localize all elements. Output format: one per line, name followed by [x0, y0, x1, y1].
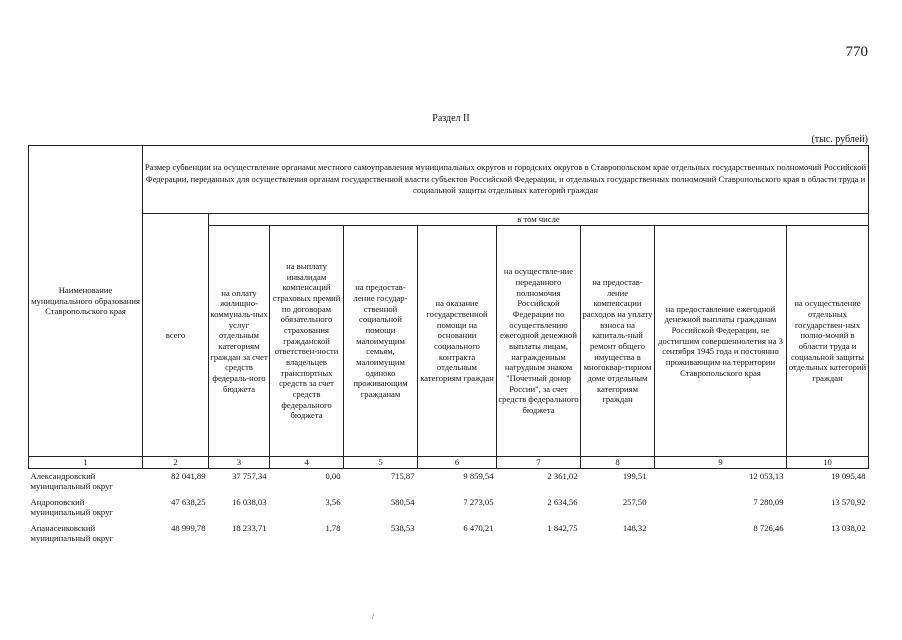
cell-value: 257,50 [622, 496, 647, 507]
municipality-name: Андроповский муниципальный округ [30, 496, 113, 518]
col-number: 4 [270, 457, 344, 469]
cell-value: 18 233,71 [232, 522, 267, 533]
cell-value: 6 470,21 [463, 522, 494, 533]
cell-value: 19 095,48 [831, 470, 866, 481]
cell-value: 3,56 [325, 496, 341, 507]
col-number: 7 [497, 457, 581, 469]
page-number: 770 [845, 44, 868, 60]
col-number: 1 [29, 457, 143, 469]
cell-value: 9 859,54 [463, 470, 494, 481]
cell-value: 2 361,02 [547, 470, 578, 481]
cell-value: 148,32 [622, 522, 647, 533]
units-label: (тыс. рублей) [811, 134, 868, 145]
cell-value: 48 999,78 [171, 522, 206, 533]
col-number: 10 [787, 457, 869, 469]
cell-value: 47 638,25 [171, 496, 206, 507]
header-col-3: на оплату жилищно-коммуналь-ных услуг отдельным категориям граждан за счет средств федераль-ного бюджета [209, 226, 270, 457]
column-numbers-row [29, 457, 869, 469]
scan-mark: / [372, 612, 375, 621]
cell-value: 7 273,05 [463, 496, 494, 507]
col-number: 8 [581, 457, 655, 469]
cell-value: 715,87 [390, 470, 415, 481]
header-col-6: на оказание государственной помощи на основании социального контракта отдельным категориям граждан [418, 226, 497, 457]
cell-value: 0,00 [325, 470, 341, 481]
header-col-8: на предостав-ление компенсации расходов на уплату взноса на капиталь-ный ремонт общего имущества в многоквар-тирном доме отдельным категориям граждан [581, 226, 655, 457]
municipality-name: Александровский муниципальный округ [30, 470, 113, 492]
cell-value: 82 041,89 [171, 470, 206, 481]
cell-value: 16 038,03 [232, 496, 267, 507]
cell-value: 580,54 [390, 496, 415, 507]
section-title: Раздел II [432, 113, 470, 124]
col-number: 3 [209, 457, 270, 469]
subsidy-table [28, 145, 869, 547]
table-row [29, 468, 869, 495]
col-number: 2 [143, 457, 209, 469]
header-col-10: на осуществление отдельных государствен-ных полно-мочий в области труда и социальной защиты отдельных категорий граждан [787, 226, 869, 457]
header-col-5: на предостав-ление государ-ственной социальной помощи малоимущим семьям, малоимущим одиноко проживающим гражданам [344, 226, 418, 457]
col-number: 6 [418, 457, 497, 469]
cell-value: 199,51 [622, 470, 647, 481]
col-number: 9 [655, 457, 787, 469]
header-col-9: на предоставление ежегодной денежной выплаты гражданам Российской Федерации, не достигшим совершеннолетия на 3 сентября 1945 года и постоянно проживающим на территории Ставропольского края [655, 226, 787, 457]
header-including: в том числе [209, 214, 869, 226]
table-row [29, 521, 869, 547]
cell-value: 37 757,34 [232, 470, 267, 481]
cell-value: 13 570,92 [831, 496, 866, 507]
cell-value: 1,78 [325, 522, 341, 533]
header-subsidy-title: Размер субвенции на осуществление органами местного самоуправления муниципальных округов и городских округов в Ставропольском крае отдельных государственных полномочий Российской Федерации, переданных для осуществления органам государственной власти субъектов Российской Федерации, и отдельных государственных полномочий Ставропольского края в области труда и социальной защиты отдельных категорий граждан [143, 146, 869, 214]
table-row [29, 495, 869, 521]
cell-value: 8 726,46 [753, 522, 784, 533]
cell-value: 538,53 [390, 522, 415, 533]
cell-value: 12 053,13 [749, 470, 784, 481]
cell-value: 13 038,02 [831, 522, 866, 533]
header-col-4: на выплату инвалидам компенсаций страховых премий по договорам обязательного страхования гражданской ответствен-ности владельцев транспортных средств за счет средств федерального бюджета [270, 226, 344, 457]
header-total: всего [143, 214, 209, 457]
header-col-7: на осуществле-ние переданного полномочия Российской Федерации по осуществлению ежегодной денежной выплаты лицам, награжденным нагрудным знаком "Почетный донор России", за счет средств федерального бюджета [497, 226, 581, 457]
cell-value: 1 842,75 [547, 522, 578, 533]
municipality-name: Апанасенковский муниципальный округ [30, 522, 113, 544]
cell-value: 2 634,56 [547, 496, 578, 507]
header-municipality: Наименование муниципального образования Ставропольского края [29, 146, 143, 457]
cell-value: 7 280,09 [753, 496, 784, 507]
col-number: 5 [344, 457, 418, 469]
